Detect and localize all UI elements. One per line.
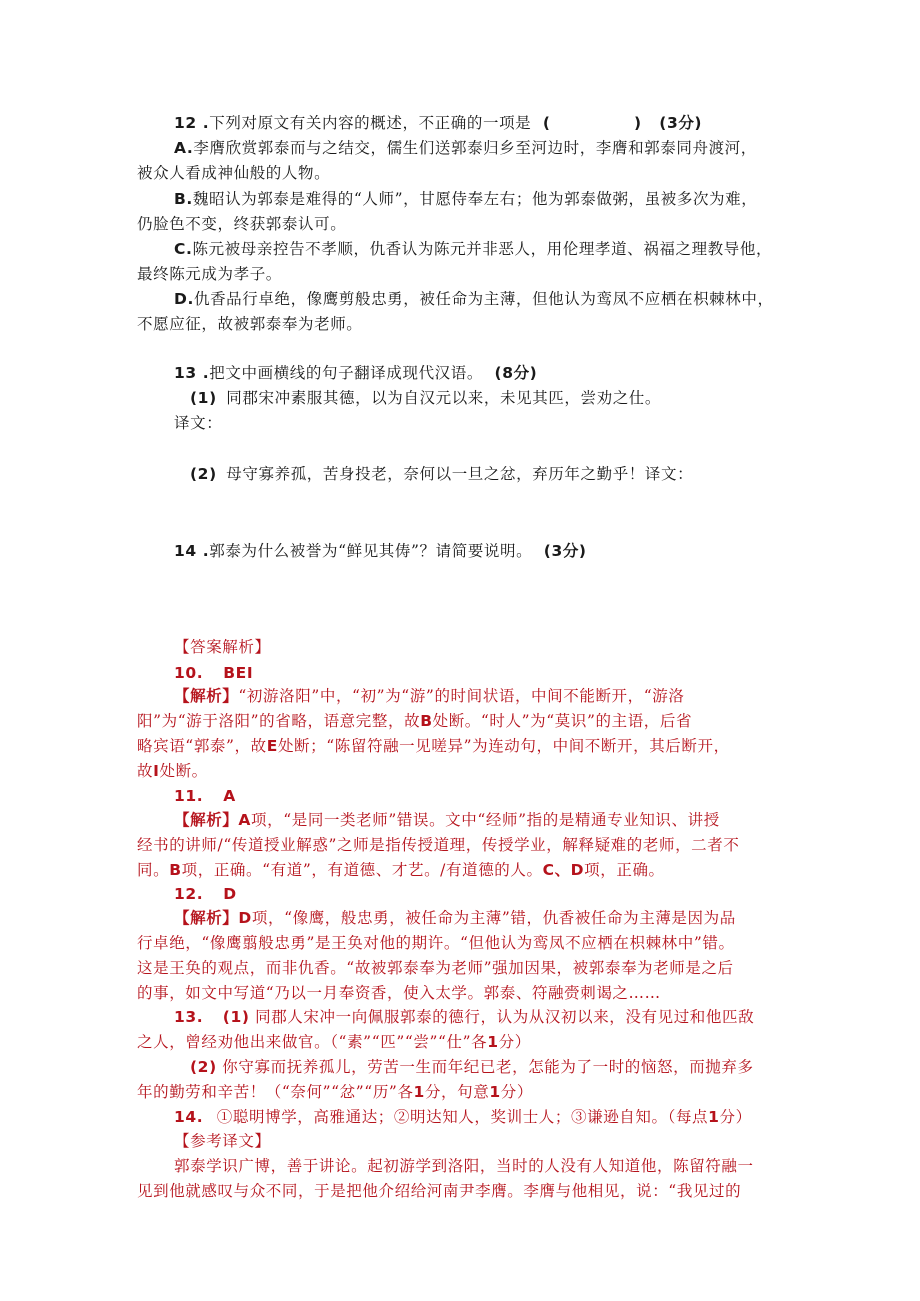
q12-paren-open: ( [542, 114, 551, 132]
answer-12-line2: 行卓绝，“像鹰翦般忠勇”是王奂对他的期许。“但他认为鸾凤不应栖在枳棘林中”错。 [137, 934, 735, 952]
answer-11-line2: 经书的讲师/“传道授业解惑”之师是指传授道理，传授学业，解释疑难的老师，二者不 [137, 836, 740, 854]
answer-12-heading: 12. D [174, 885, 237, 903]
q12-option-c: C.陈元被母亲控告不孝顺，仇香认为陈元并非恶人，用伦理孝道、祸福之理教导他， [174, 240, 773, 258]
answer-14-line1: 14. ①聪明博学，高雅通达；②明达知人，奖训士人；③谦逊自知。（每点1分） [174, 1108, 752, 1126]
q12-option-c-cont: 最终陈元成为孝子。 [137, 265, 282, 283]
q12-option-a-cont: 被众人看成神仙般的人物。 [137, 164, 331, 182]
answer-10-line1: 【解析】“初游洛阳”中，“初”为“游”的时间状语，中间不能断开，“游洛 [174, 687, 685, 705]
reference-translation-line1: 郭泰学识广博，善于讲论。起初游学到洛阳，当时的人没有人知道他，陈留符融一 [174, 1157, 754, 1175]
answer-13-line2: 之人，曾经劝他出来做官。（“素”“匹”“尝”“仕”各1分） [137, 1033, 531, 1051]
q12-score: (3分) [659, 114, 703, 132]
q13-sub1: (1) 同郡宋冲素服其德，以为自汉元以来，未见其匹，尝劝之仕。 [190, 389, 661, 407]
reference-translation-line2: 见到他就感叹与众不同，于是把他介绍给河南尹李膺。李膺与他相见，说：“我见过的 [137, 1182, 742, 1200]
q12-option-b-cont: 仍脸色不变，终获郭泰认可。 [137, 215, 347, 233]
answer-12-line3: 这是王奂的观点，而非仇香。“故被郭泰奉为老师”强加因果，被郭泰奉为老师是之后 [137, 959, 734, 977]
q13-sub2: (2) 母守寡养孤，苦身投老，奈何以一旦之忿，弃历年之勤乎！译文： [190, 465, 694, 483]
answer-10-line4: 故I处断。 [137, 762, 208, 780]
answer-11-line3: 同。B项，正确。“有道”，有道德、才艺。/有道德的人。C、D项，正确。 [137, 861, 665, 879]
reference-translation-header: 【参考译文】 [174, 1132, 271, 1150]
q14-heading: 14 .郭泰为什么被誉为“鲜见其俦”？请简要说明。 (3分) [174, 542, 587, 560]
answer-12-line4: 的事，如文中写道“乃以一月奉资香，使入太学。郭泰、符融赍刺谒之…… [137, 984, 661, 1002]
q13-heading: 13 .把文中画横线的句子翻译成现代汉语。 (8分) [174, 364, 538, 382]
answer-12-line1: 【解析】D项，“像鹰，般忠勇，被任命为主薄”错，仇香被任命为主薄是因为品 [174, 909, 736, 927]
q12-option-d-cont: 不愿应征，故被郭泰奉为老师。 [137, 315, 363, 333]
q12-stem: 下列对原文有关内容的概述，不正确的一项是 [209, 114, 532, 132]
answer-13-line3: (2) 你守寡而抚养孤儿，劳苦一生而年纪已老，怎能为了一时的恼怒，而抛弃多 [190, 1058, 754, 1076]
answer-10-heading: 10. BEI [174, 664, 254, 682]
answers-header: 【答案解析】 [174, 638, 271, 656]
q12-heading: 12 .下列对原文有关内容的概述，不正确的一项是 ( ) (3分) [174, 114, 703, 132]
answer-13-line1: 13. (1) 同郡人宋冲一向佩服郭泰的德行，认为从汉初以来，没有见过和他匹敌 [174, 1008, 755, 1026]
q12-number: 12 [174, 114, 197, 132]
answer-11-line1: 【解析】A项，“是同一类老师”错误。文中“经师”指的是精通专业知识、讲授 [174, 811, 720, 829]
q12-option-b: B.魏昭认为郭泰是难得的“人师”，甘愿侍奉左右；他为郭泰做粥，虽被多次为难， [174, 190, 758, 208]
answer-13-line4: 年的勤劳和辛苦！（“奈何”“忿”“历”各1分，句意1分） [137, 1083, 533, 1101]
answer-10-line3: 略宾语“郭泰”，故E处断；“陈留符融一见嗟异”为连动句，中间不断开，其后断开， [137, 737, 730, 755]
answer-10-line2: 阳”为“游于洛阳”的省略，语意完整，故B处断。“时人”为“莫识”的主语，后省 [137, 712, 693, 730]
q12-option-a: A.李膺欣赏郭泰而与之结交，儒生们送郭泰归乡至河边时，李膺和郭泰同舟渡河， [174, 139, 757, 157]
answer-11-heading: 11. A [174, 787, 236, 805]
q13-translate-label: 译文： [174, 414, 223, 432]
q12-option-d: D.仇香品行卓绝，像鹰剪般忠勇，被任命为主薄，但他认为鸾凤不应栖在枳棘林中， [174, 290, 774, 308]
q12-paren-close: ) [634, 114, 642, 132]
